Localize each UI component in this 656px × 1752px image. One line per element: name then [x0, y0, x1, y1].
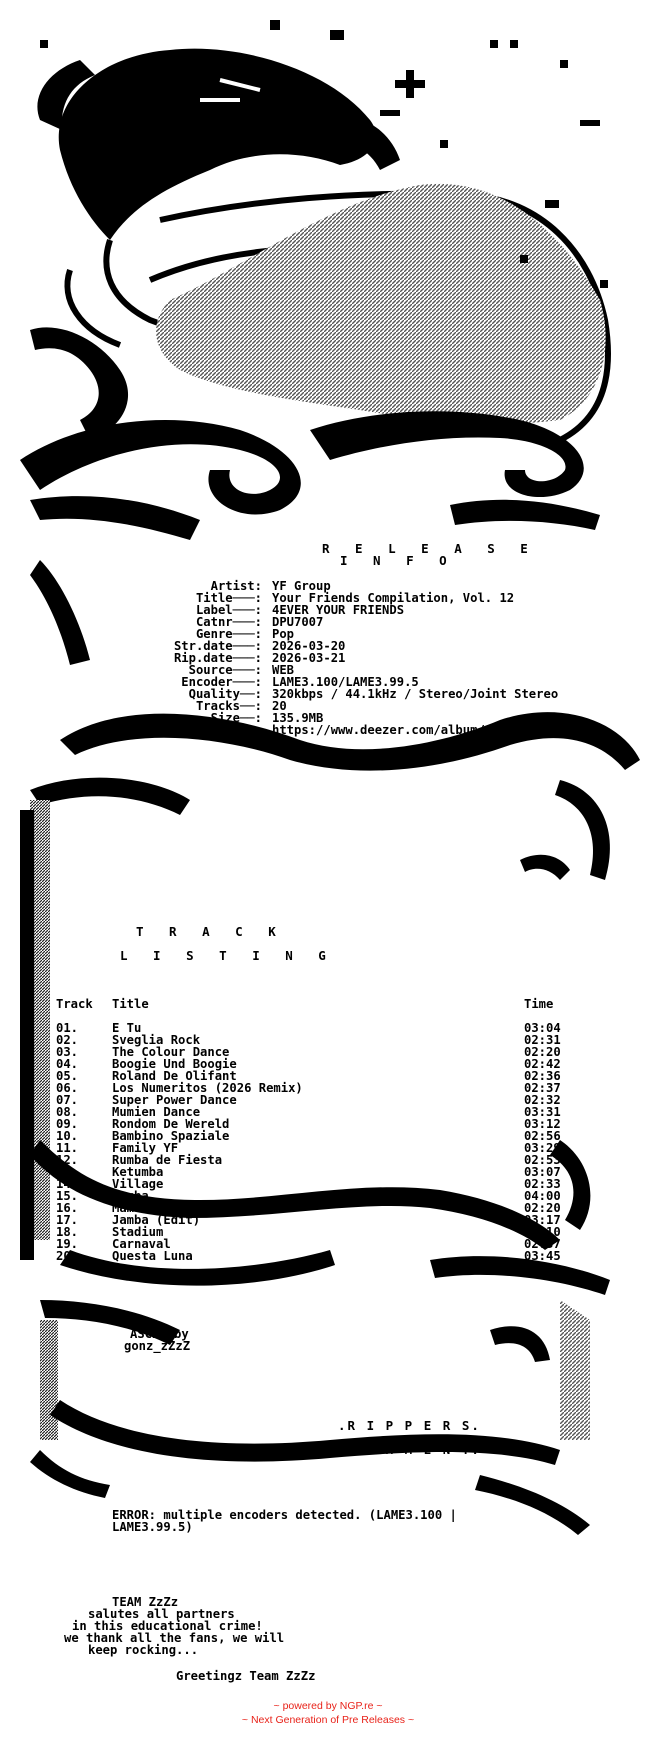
track-time: 03:10	[524, 1225, 561, 1239]
track-title: E Tu	[112, 1021, 142, 1035]
ripper-comment: ERROR: multiple encoders detected. (LAME3.100 |	[112, 1508, 457, 1522]
track-title: Village	[112, 1177, 164, 1191]
info-key: Artist:	[210, 579, 262, 593]
info-key: Catnr───:	[195, 615, 262, 629]
track-title: Sveglia Rock	[112, 1033, 201, 1047]
info-key: Source───:	[188, 663, 262, 677]
track-title: Questa Luna	[112, 1249, 193, 1263]
track-title: Los Numeritos (2026 Remix)	[112, 1081, 303, 1095]
track-title: Mumien Dance	[112, 1105, 201, 1119]
comment-frame-art	[30, 1300, 590, 1535]
track-number: 01.	[56, 1021, 79, 1035]
track-number: 16.	[56, 1201, 79, 1215]
track-time: 02:20	[524, 1201, 561, 1215]
track-time: 02:31	[524, 1033, 561, 1047]
track-time: 03:31	[524, 1105, 561, 1119]
track-time: 02:37	[524, 1237, 561, 1251]
track-number: 14.	[56, 1177, 79, 1191]
column-track: Track	[56, 997, 93, 1011]
team-line: salutes all partners	[88, 1607, 235, 1621]
track-title: Carnaval	[112, 1237, 171, 1251]
track-number: 12.	[56, 1153, 79, 1167]
info-key: Title───:	[195, 591, 262, 605]
track-number: 18.	[56, 1225, 79, 1239]
info-value: 2026-03-21	[272, 651, 346, 665]
track-time: 03:45	[524, 1249, 561, 1263]
track-listing-heading: T R A C K	[136, 924, 285, 939]
track-title: Mamahe	[112, 1201, 157, 1215]
team-line: we thank all the fans, we will	[64, 1631, 285, 1645]
track-number: 10.	[56, 1129, 79, 1143]
info-key: Str.date───:	[173, 639, 262, 653]
track-title: Family YF	[112, 1141, 179, 1155]
info-value: 320kbps / 44.1kHz / Stereo/Joint Stereo	[272, 687, 559, 701]
track-time: 04:00	[524, 1189, 561, 1203]
track-listing-subheading: L I S T I N G	[120, 948, 335, 963]
track-number: 04.	[56, 1057, 79, 1071]
info-key: Tracks──:	[195, 699, 262, 713]
team-line: keep rocking...	[88, 1643, 199, 1657]
track-number: 19.	[56, 1237, 79, 1251]
ripper-comment-continued: LAME3.99.5)	[112, 1520, 193, 1534]
track-number: 13.	[56, 1165, 79, 1179]
info-value: 4EVER YOUR FRIENDS	[272, 603, 405, 617]
track-title: Super Power Dance	[112, 1093, 237, 1107]
info-value: 2026-03-20	[272, 639, 346, 653]
info-value: WEB	[272, 663, 295, 677]
info-value: DPU7007	[272, 615, 324, 629]
ascii-credit-author: gonz_zZzZ	[124, 1339, 191, 1353]
track-number: 11.	[56, 1141, 79, 1155]
track-title: Stadium	[112, 1225, 164, 1239]
track-title: Bomba	[112, 1189, 149, 1203]
team-greeting: Greetingz Team ZzZz	[176, 1669, 316, 1683]
release-info-heading: R E L E A S E	[322, 541, 537, 556]
track-time: 03:12	[524, 1117, 561, 1131]
comment-heading: .C O M M E N T.	[338, 1442, 481, 1457]
track-row	[56, 1250, 576, 1262]
info-key: Size──:	[210, 711, 262, 725]
info-key: Rip.date───:	[173, 651, 262, 665]
ascii-credit: ASCii by	[130, 1327, 189, 1341]
info-value: 20	[272, 699, 287, 713]
track-time: 02:36	[524, 1069, 561, 1083]
release-info-subheading: I N F O	[340, 553, 456, 568]
track-number: 06.	[56, 1081, 79, 1095]
track-number: 08.	[56, 1105, 79, 1119]
track-title: Rondom De Wereld	[112, 1117, 230, 1131]
track-title: Ketumba	[112, 1165, 164, 1179]
info-value: Your Friends Compilation, Vol. 12	[272, 591, 515, 605]
track-time: 02:42	[524, 1057, 561, 1071]
info-key: Encoder───:	[181, 675, 262, 689]
track-time: 02:20	[524, 1045, 561, 1059]
rippers-heading: .R I P P E R S.	[338, 1418, 481, 1433]
track-number: 20.	[56, 1249, 79, 1263]
team-line: in this educational crime!	[72, 1619, 263, 1633]
track-time: 02:37	[524, 1081, 561, 1095]
footer-powered-by: ~ powered by NGP.re ~	[273, 1700, 383, 1712]
column-title: Title	[112, 997, 149, 1011]
track-time: 03:07	[524, 1165, 561, 1179]
footer-tagline: ~ Next Generation of Pre Releases ~	[241, 1714, 415, 1726]
tracklist-column-headers	[56, 998, 576, 1010]
info-key: Url──:	[217, 723, 262, 737]
info-value: YF Group	[272, 579, 331, 593]
track-time: 03:04	[524, 1021, 561, 1035]
info-key: Genre───:	[195, 627, 262, 641]
track-number: 07.	[56, 1093, 79, 1107]
track-number: 02.	[56, 1033, 79, 1047]
info-key: Quality──:	[188, 687, 262, 701]
track-title: Roland De Olifant	[112, 1069, 237, 1083]
track-title: Boogie Und Boogie	[112, 1057, 237, 1071]
info-key: Label───:	[195, 603, 262, 617]
info-value: 135.9MB	[272, 711, 324, 725]
column-time: Time	[524, 997, 554, 1011]
track-time: 02:56	[524, 1129, 561, 1143]
track-number: 17.	[56, 1213, 79, 1227]
info-value: https://www.deezer.com/album/942689471	[272, 723, 551, 737]
track-number: 03.	[56, 1045, 79, 1059]
track-number: 05.	[56, 1069, 79, 1083]
info-value: LAME3.100/LAME3.99.5	[272, 675, 419, 689]
track-time: 02:33	[524, 1177, 561, 1191]
track-time: 02:53	[524, 1153, 561, 1167]
track-time: 03:17	[524, 1213, 561, 1227]
team-name: TEAM ZzZz	[112, 1595, 179, 1609]
track-time: 03:29	[524, 1141, 561, 1155]
track-number: 09.	[56, 1117, 79, 1131]
track-number: 15.	[56, 1189, 79, 1203]
info-value: Pop	[272, 627, 295, 641]
track-title: Jamba (Edit)	[112, 1213, 201, 1227]
track-time: 02:32	[524, 1093, 561, 1107]
track-title: The Colour Dance	[112, 1045, 230, 1059]
track-title: Bambino Spaziale	[112, 1129, 230, 1143]
track-title: Rumba de Fiesta	[112, 1153, 223, 1167]
